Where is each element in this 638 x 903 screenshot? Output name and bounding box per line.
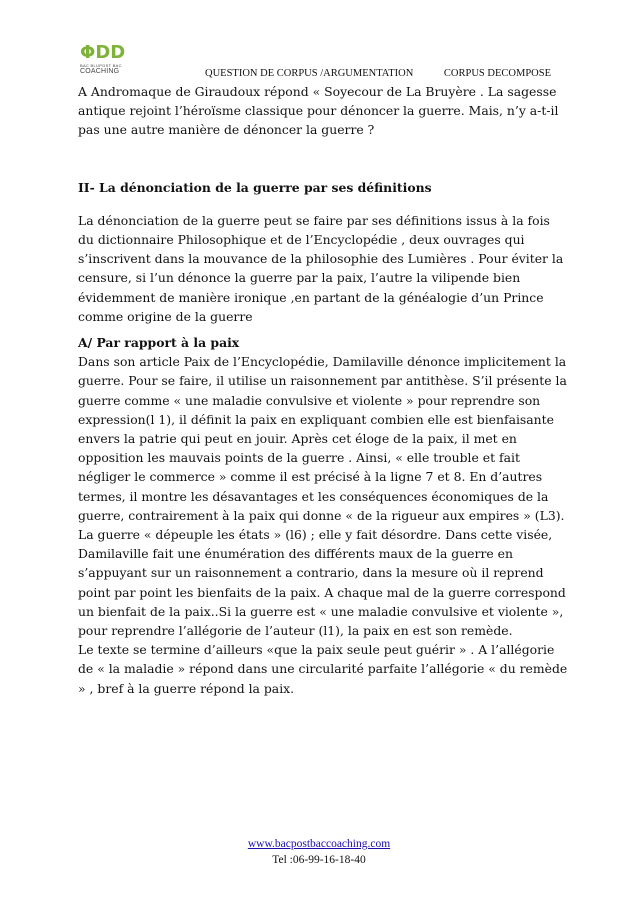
coaching-logo [80,42,128,76]
header-left: QUESTION DE CORPUS /ARGUMENTATION [205,68,414,79]
logo-name: COACHING [80,68,120,75]
section-title: II- La dénonciation de la guerre par ses définitions [78,179,432,195]
page-footer [0,836,638,868]
subsection-paragraph: Le texte se termine d’ailleurs «que la paix seule peut guérir » . A l’allégorie de « la maladie » répond dans une circularité parfaite l’allégorie « du remède » , bref à la guerre répond la paix. [78,642,568,696]
logo-letter: D [95,42,111,63]
subsection-paragraph: Dans son article Paix de l’Encyclopédie, Damilaville dénonce implicitement la guerre. Pour se faire, il utilise un raisonnement par antithèse. S’il présente la guerre comme « une maladie convulsive et violente » pour reprendre son expression(l 1), il définit la paix en expliquant combien elle est bienfaisante envers la patrie qui peut en jouir. Après cet éloge de la paix, il met en opposition les mauvais points de la guerre . Ainsi, « elle trouble et fait négliger le commerce » comme il est précisé à la ligne 7 et 8. En d’autres termes, il montre les désavantages et les conséquences économiques de la guerre, contrairement à la paix qui donne « de la rigueur aux empires » (L3). La guerre « dépeuple les états » (l6) ; elle y fait désordre. Dans cette visée, Damilaville fait une énumération des différents maux de la guerre en s’appuyant sur un raisonnement a contrario, dans la mesure où il reprend point par point les bienfaits de la paix. A chaque mal de la guerre correspond un bienfait de la paix..Si la guerre est « une maladie convulsive et violente », pour reprendre l’allégorie de l’auteur (l1), la paix en est son remède. [78,354,567,639]
phone-number: Tel :06-99-16-18-40 [272,854,366,866]
logo-letter: D [110,42,126,63]
page-header [205,68,551,79]
logo-letter: Φ [80,42,96,63]
document-body [78,82,568,698]
logo-tagline: BAC BLUPOST BAC [80,63,122,68]
section-paragraph: La dénonciation de la guerre peut se faire par ses définitions issus à la fois du dictionnaire Philosophique et de l’Encyclopédie , deux ouvrages qui s’inscrivent dans la mouvance de la philosophie des Lumières . Pour éviter la censure, si l’un dénonce la guerre par la paix, l’autre la vilipende bien évidemment de manière ironique ,en partant de la généalogie d’un Prince comme origine de la guerre [78,212,564,324]
logo-letters [80,42,128,62]
header-right: CORPUS DECOMPOSE [443,68,551,79]
subsection-title: A/ Par rapport à la paix [78,335,240,351]
website-link[interactable]: www.bacpostbaccoaching.com [247,838,391,850]
intro-paragraph: A Andromaque de Giraudoux répond « Soyecour de La Bruyère . La sagesse antique rejoint l’héroïsme classique pour dénoncer la guerre. Mais, n’y a-t-il pas une autre manière de dénoncer la guerre ? [78,84,559,138]
